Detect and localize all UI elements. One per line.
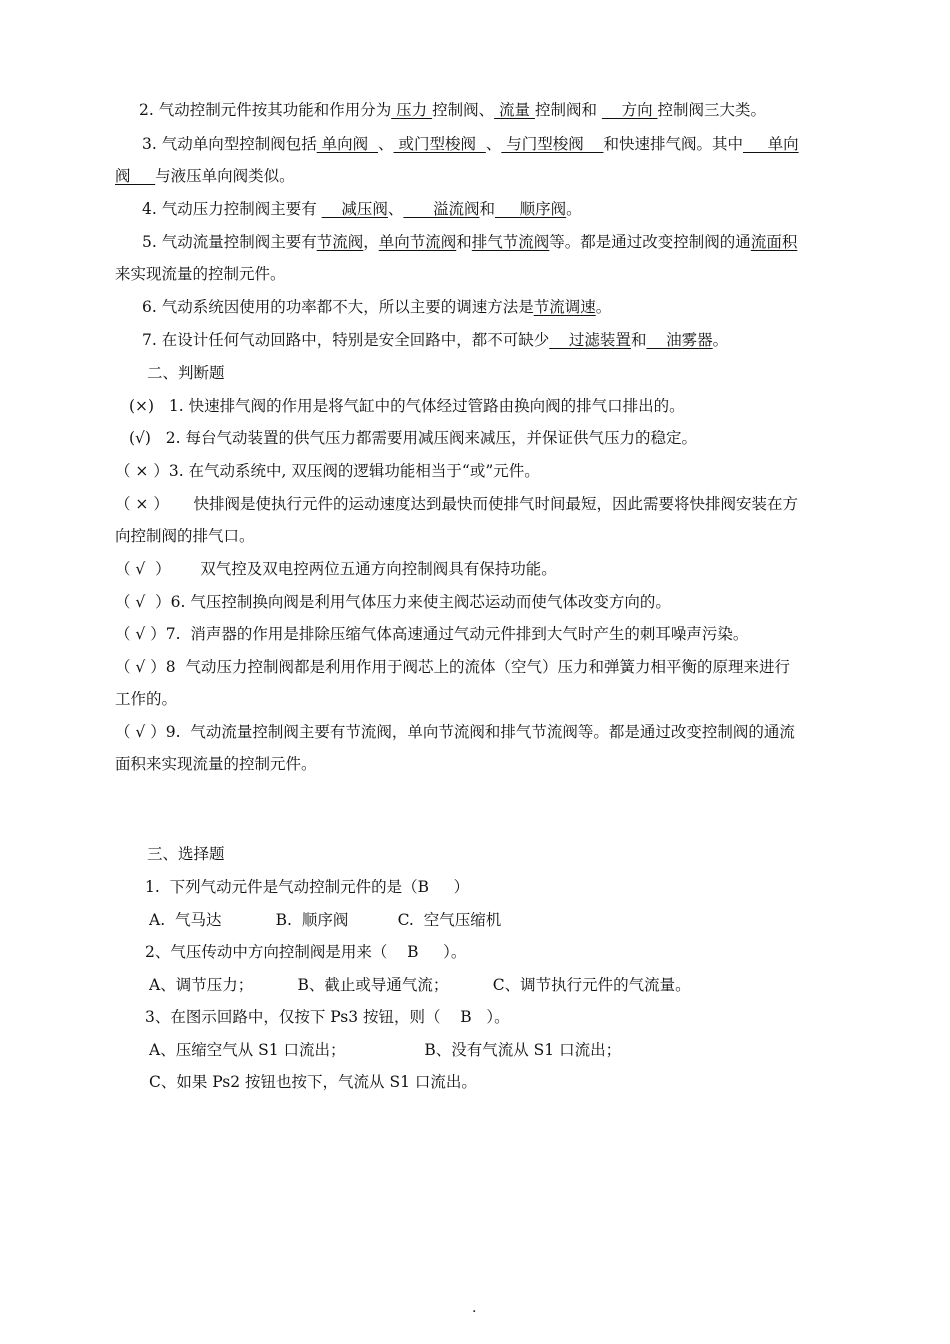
section-heading-choice: 三、选择题 — [147, 845, 225, 863]
choice-question-2: 2、气压传动中方向控制阀是用来（ B ）。 — [145, 943, 467, 961]
fill-question-3-cont: 阀 与液压单向阀类似。 — [115, 167, 295, 185]
answer-blank: 单向节流阀 — [378, 233, 457, 251]
fill-question-2: 2. 气动控制元件按其功能和作用分为 压力 控制阀、 流量 控制阀和 方向 控制阀三大类。 — [139, 101, 767, 119]
choice-question-1: 1. 下列气动元件是气动控制元件的是（B ） — [145, 878, 470, 896]
answer-blank: 节流调速 — [533, 298, 596, 316]
answer-blank: 与门型梭阀 — [501, 135, 604, 153]
judge-question-1: (×) 1. 快速排气阀的作用是将气缸中的气体经过管路由换向阀的排气口排出的。 — [129, 397, 685, 415]
judge-question-9-cont: 面积来实现流量的控制元件。 — [115, 755, 317, 773]
judge-question-4-cont: 向控制阀的排气口。 — [115, 527, 255, 545]
answer-blank: 减压阀 — [321, 200, 388, 218]
fill-question-5: 5. 气动流量控制阀主要有节流阀，单向节流阀和排气节流阀等。都是通过改变控制阀的通流面积 — [142, 233, 798, 251]
judge-question-7: （ √ ）7. 消声器的作用是排除压缩气体高速通过气动元件排到大气时产生的刺耳噪声污染。 — [115, 625, 749, 643]
answer-blank: 压力 — [391, 101, 433, 119]
answer-blank: 方向 — [601, 101, 658, 119]
fill-question-4: 4. 气动压力控制阀主要有 减压阀、 溢流阀和 顺序阀。 — [142, 200, 582, 218]
fill-question-5-cont: 来实现流量的控制元件。 — [115, 265, 286, 283]
judge-question-2: (√) 2. 每台气动装置的供气压力都需要用减压阀来减压，并保证供气压力的稳定。 — [129, 429, 697, 447]
judge-question-3: （ × ）3. 在气动系统中, 双压阀的逻辑功能相当于“或”元件。 — [115, 462, 540, 480]
choice-question-1-options: A. 气马达 B. 顺序阀 C. 空气压缩机 — [149, 911, 502, 929]
choice-question-2-options: A、调节压力； B、截止或导通气流； C、调节执行元件的气流量。 — [149, 976, 691, 994]
answer-blank: 节流阀 — [316, 233, 364, 251]
judge-question-8-cont: 工作的。 — [115, 690, 178, 708]
answer-blank: 阀 — [115, 167, 156, 185]
answer-blank: 单向 — [742, 135, 799, 153]
answer-blank: 过滤装置 — [549, 331, 631, 349]
judge-question-4: （ × ） 快排阀是使执行元件的运动速度达到最快而使排气时间最短，因此需要将快排阀安装在方 — [115, 495, 798, 513]
judge-question-9: （ √ ）9. 气动流量控制阀主要有节流阀，单向节流阀和排气节流阀等。都是通过改变控制阀的通流 — [115, 723, 795, 741]
answer-blank: 流量 — [494, 101, 535, 119]
answer-blank: 流面积 — [750, 233, 798, 251]
answer-blank: 或门型梭阀 — [393, 135, 486, 153]
answer-blank: 排气节流阀 — [471, 233, 550, 251]
footer-dot: . — [472, 1300, 477, 1316]
choice-question-3: 3、在图示回路中，仅按下 Ps3 按钮，则（ B ）。 — [145, 1008, 510, 1026]
answer-blank: 溢流阀 — [403, 200, 480, 218]
choice-question-3-option-c: C、如果 Ps2 按钮也按下，气流从 S1 口流出。 — [149, 1073, 477, 1091]
section-heading-judge: 二、判断题 — [147, 364, 225, 382]
fill-question-7: 7. 在设计任何气动回路中，特别是安全回路中，都不可缺少 过滤装置和 油雾器。 — [142, 331, 729, 349]
fill-question-3: 3. 气动单向型控制阀包括 单向阀 、 或门型梭阀 、 与门型梭阀 和快速排气阀。其中 单向 — [142, 135, 799, 153]
judge-question-8: （ √ ）8 气动压力控制阀都是利用作用于阀芯上的流体（空气）压力和弹簧力相平衡的原理来进行 — [115, 658, 790, 676]
answer-blank: 单向阀 — [316, 135, 378, 153]
judge-question-5: （ √ ） 双气控及双电控两位五通方向控制阀具有保持功能。 — [115, 560, 557, 578]
choice-question-3-options: A、压缩空气从 S1 口流出； B、没有气流从 S1 口流出； — [149, 1041, 622, 1059]
judge-question-6: （ √ ）6. 气压控制换向阀是利用气体压力来使主阀芯运动而使气体改变方向的。 — [115, 593, 671, 611]
answer-blank: 油雾器 — [646, 331, 713, 349]
fill-question-6: 6. 气动系统因使用的功率都不大，所以主要的调速方法是节流调速。 — [142, 298, 612, 316]
answer-blank: 顺序阀 — [494, 200, 567, 218]
